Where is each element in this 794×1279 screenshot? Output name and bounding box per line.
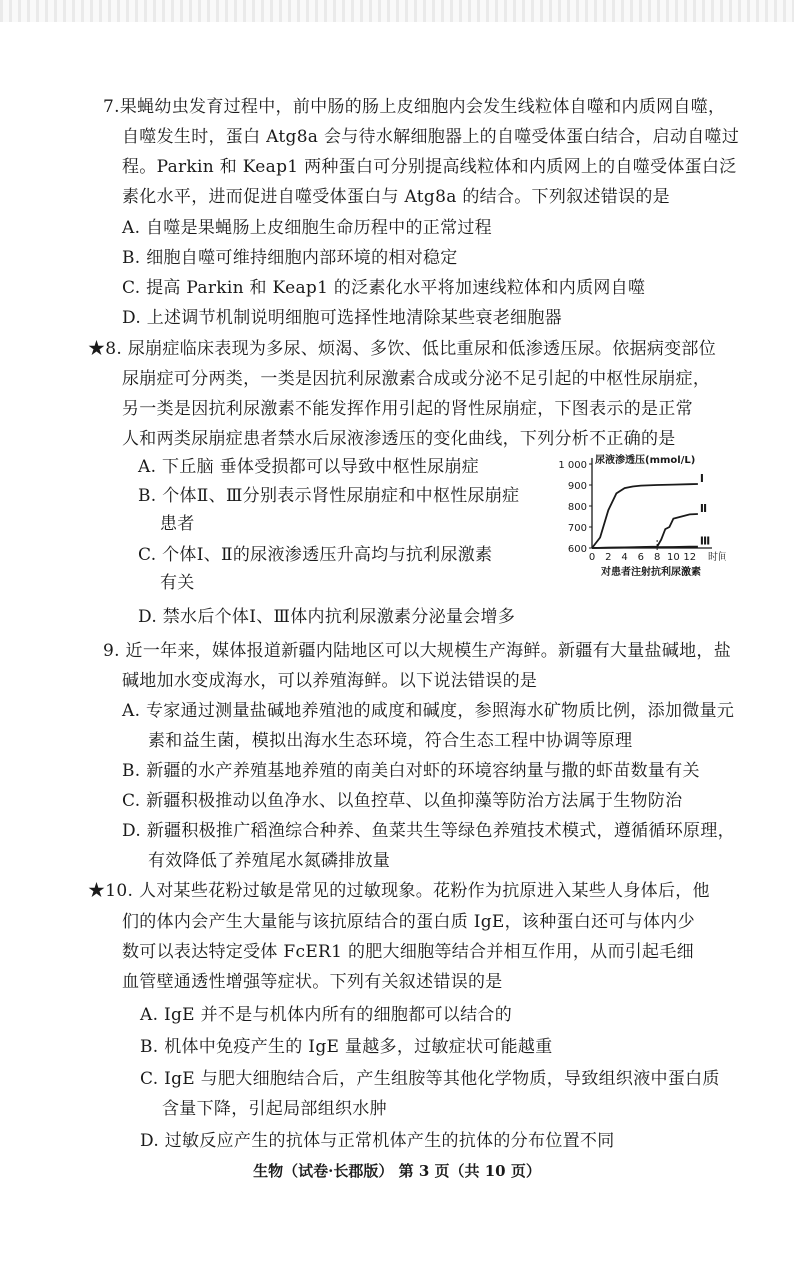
q10-stem-line: 们的体内会产生大量能与该抗原结合的蛋白质 IgE，该种蛋白还可与体内少 xyxy=(122,912,695,932)
series-label: Ⅲ xyxy=(699,534,711,548)
q10-option-d: D. 过敏反应产生的抗体与正常机体产生的抗体的分布位置不同 xyxy=(140,1131,615,1151)
x-tick-label: 12 xyxy=(683,552,697,563)
q10-option-b: B. 机体中免疫产生的 IgE 量越多，过敏症状可能越重 xyxy=(140,1037,553,1057)
q7-stem-line: 程。Parkin 和 Keap1 两种蛋白可分别提高线粒体和内质网上的自噬受体蛋白泛 xyxy=(122,157,737,177)
x-tick-label: 0 xyxy=(588,552,596,563)
series-label: Ⅱ xyxy=(699,501,708,515)
scan-edge xyxy=(0,0,794,22)
y-tick-label: 1 000 xyxy=(558,460,587,471)
y-tick-label: 700 xyxy=(567,523,587,534)
q8-option-b-cont: 患者 xyxy=(160,514,195,534)
x-tick-label: 6 xyxy=(637,552,645,563)
x-axis-label: 时间 xyxy=(708,552,726,563)
q7-stem-line: 自噬发生时，蛋白 Atg8a 会与待水解细胞器上的自噬受体蛋白结合，启动自噬过 xyxy=(122,127,740,147)
q8-option-a: A. 下丘脑 垂体受损都可以导致中枢性尿崩症 xyxy=(138,457,480,477)
y-tick-label: 600 xyxy=(567,544,587,555)
q8-stem-line: ★8. 尿崩症临床表现为多尿、烦渴、多饮、低比重尿和低渗透压尿。依据病变部位 xyxy=(88,339,717,359)
q7-option-a: A. 自噬是果蝇肠上皮细胞生命历程中的正常过程 xyxy=(122,218,492,238)
q7-option-b: B. 细胞自噬可维持细胞内部环境的相对稳定 xyxy=(122,248,458,268)
q9-option-b: B. 新疆的水产养殖基地养殖的南美白对虾的环境容纳量与撒的虾苗数量有关 xyxy=(122,761,700,781)
x-tick-label: 10 xyxy=(667,552,680,563)
q10-stem-line: 血管壁通透性增强等症状。下列有关叙述错误的是 xyxy=(122,972,503,992)
q7-option-d: D. 上述调节机制说明细胞可选择性地清除某些衰老细胞器 xyxy=(122,308,562,328)
x-tick-label: 8 xyxy=(653,552,661,563)
y-tick-label: 900 xyxy=(567,481,587,492)
q9-option-a: A. 专家通过测量盐碱地养殖池的咸度和碱度，参照海水矿物质比例，添加微量元 xyxy=(122,701,735,721)
q8-stem-line: 人和两类尿崩症患者禁水后尿液渗透压的变化曲线，下列分析不正确的是 xyxy=(122,429,676,449)
x-tick-label: 2 xyxy=(605,552,612,563)
q10-stem-line: 数可以表达特定受体 FcER1 的肥大细胞等结合并相互作用，从而引起毛细 xyxy=(122,942,694,962)
osmolarity-chart xyxy=(556,452,726,587)
q9-option-d-cont: 有效降低了养殖尾水氮磷排放量 xyxy=(148,851,391,871)
q10-option-c-cont: 含量下降，引起局部组织水肿 xyxy=(162,1099,387,1119)
q8-option-b: B. 个体Ⅱ、Ⅲ分别表示肾性尿崩症和中枢性尿崩症 xyxy=(138,486,520,506)
q8-option-c-cont: 有关 xyxy=(160,573,195,593)
q9-stem-line: 9. 近一年来，媒体报道新疆内陆地区可以大规模生产海鲜。新疆有大量盐碱地，盐 xyxy=(103,641,732,661)
q9-option-d: D. 新疆积极推广稻渔综合种养、鱼菜共生等绿色养殖技术模式，遵循循环原理， xyxy=(122,821,735,841)
x-tick-label: 4 xyxy=(621,552,628,563)
q8-stem-line: 另一类是因抗利尿激素不能发挥作用引起的肾性尿崩症，下图表示的是正常 xyxy=(122,399,693,419)
chart-caption: 对患者注射抗利尿激素 xyxy=(601,567,701,578)
q10-option-c: C. IgE 与肥大细胞结合后，产生组胺等其他化学物质，导致组织液中蛋白质 xyxy=(140,1069,720,1089)
series-label: Ⅰ xyxy=(699,471,704,485)
y-tick-label: 800 xyxy=(567,502,587,513)
page-footer: 生物（试卷·长郡版） 第 3 页（共 10 页） xyxy=(253,1162,541,1180)
q7-stem-line: 7.果蝇幼虫发育过程中，前中肠的肠上皮细胞内会发生线粒体自噬和内质网自噬， xyxy=(103,97,726,117)
q8-option-c: C. 个体Ⅰ、Ⅱ的尿液渗透压升高均与抗利尿激素 xyxy=(138,545,493,565)
y-axis-label: 尿液渗透压(mmol/L) xyxy=(595,455,696,466)
q10-stem-line: ★10. 人对某些花粉过敏是常见的过敏现象。花粉作为抗原进入某些人身体后，他 xyxy=(88,881,710,901)
q8-stem-line: 尿崩症可分两类，一类是因抗利尿激素合成或分泌不足引起的中枢性尿崩症， xyxy=(122,369,711,389)
q7-stem-line: 素化水平，进而促进自噬受体蛋白与 Atg8a 的结合。下列叙述错误的是 xyxy=(122,187,670,207)
q9-option-c: C. 新疆积极推动以鱼净水、以鱼控草、以鱼抑藻等防治方法属于生物防治 xyxy=(122,791,683,811)
chart-svg xyxy=(556,452,726,587)
q9-option-a-cont: 素和益生菌，模拟出海水生态环境，符合生态工程中协调等原理 xyxy=(148,731,633,751)
q8-option-d: D. 禁水后个体Ⅰ、Ⅲ体内抗利尿激素分泌量会增多 xyxy=(138,607,516,627)
q7-option-c: C. 提高 Parkin 和 Keap1 的泛素化水平将加速线粒体和内质网自噬 xyxy=(122,278,646,298)
q9-stem-line: 碱地加水变成海水，可以养殖海鲜。以下说法错误的是 xyxy=(122,671,538,691)
q10-option-a: A. IgE 并不是与机体内所有的细胞都可以结合的 xyxy=(140,1005,512,1025)
series-line-Ⅱ xyxy=(592,514,698,548)
